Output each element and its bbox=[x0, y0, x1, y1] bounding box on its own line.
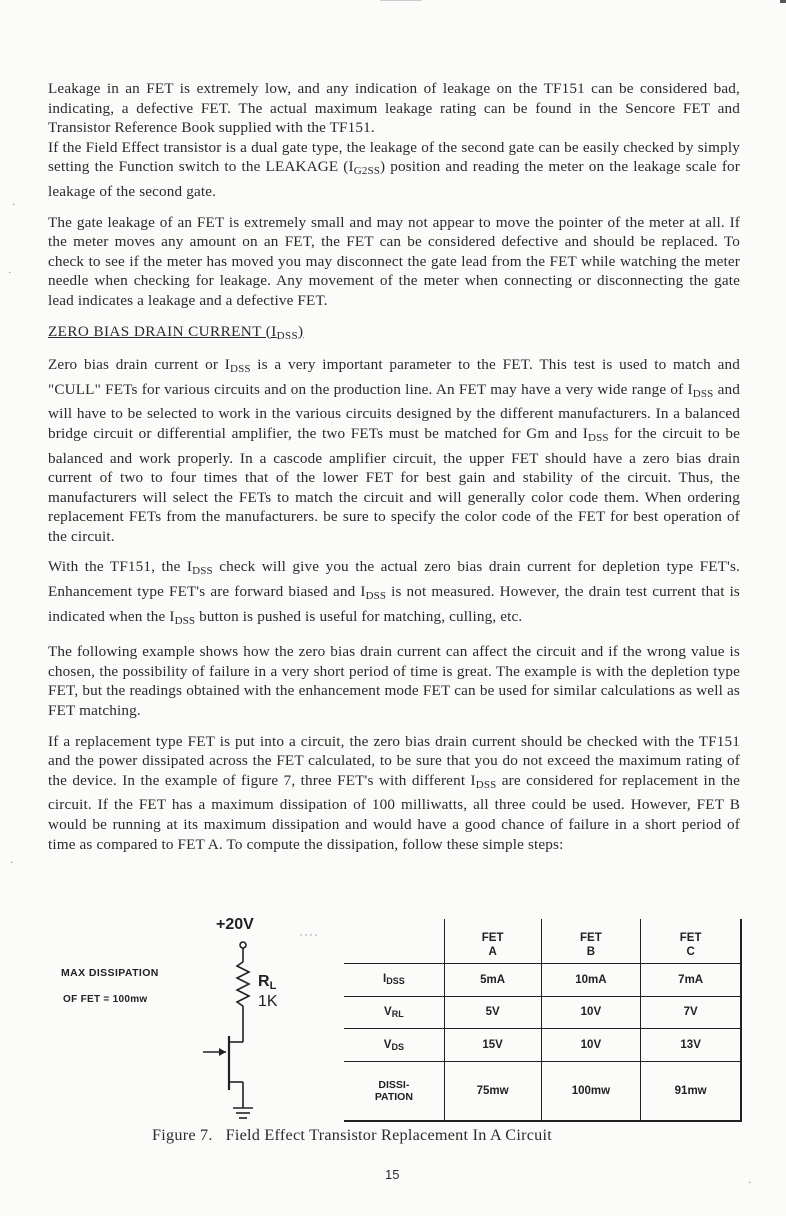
resistor-value: 1K bbox=[258, 993, 278, 1010]
table-row bbox=[344, 1029, 741, 1062]
table-header-cell: FET A bbox=[444, 919, 541, 964]
table-cell: 10mA bbox=[541, 964, 641, 997]
table-header-cell: FET B bbox=[541, 919, 641, 964]
table-cell: 5mA bbox=[444, 964, 541, 997]
table-cell: 91mw bbox=[641, 1061, 741, 1121]
paragraph: The following example shows how the zero bias drain current can affect the circuit and if the wrong value is chosen, the possibility of failure in a very short period of time is great. The example is with the depletion type FET, but the readings obtained with the enhancement mode FET can be used for similar calculations as well as FET matching. bbox=[48, 643, 740, 720]
paragraph: Zero bias drain current or $I_{DSS}$ is a very important parameter to the FET. This test is used to match and "CULL" FETs for various circuits and on the production line. An FET may have a very wide range of $I_{DSS}$ and will have to be selected to work in the various circuits designed by the different manufacturers. In a balanced bridge circuit or differential amplifier, the two FETs must be matched for Gm and $I_{DSS}$ for the circuit to be balanced and work properly. In a cascode amplifier circuit, the upper FET should have a zero bias drain current of two to four times that of the lower FET for best gain and stability of the circuit. Thus, the manufacturers will select the FETs to match the circuit and will generally color code them. When ordering replacement FETs from the manufacturers. be sure to specify the color code of the FET for best operation of the circuit. bbox=[48, 356, 740, 545]
table-cell: 5V bbox=[444, 996, 541, 1029]
table-cell: 15V bbox=[444, 1029, 541, 1062]
scan-speck: · bbox=[10, 858, 14, 869]
table-header-cell: FET C bbox=[641, 919, 741, 964]
paragraph: The gate leakage of an FET is extremely small and may not appear to move the pointer of the meter at all. If the meter moves any amount on an FET, the FET can be considered defective and should be replaced. To check to see if the meter has moved you may disconnect the gate lead from the FET while watching the meter needle when checking for leakage. Any movement of the meter when connecting or disconnecting the gate lead indicates a leakage and a defective FET. bbox=[48, 213, 740, 309]
table-row bbox=[344, 1061, 741, 1121]
fet-comparison-table bbox=[344, 919, 742, 1122]
row-label: IDSS bbox=[344, 964, 444, 997]
figure-caption: Figure 7. Field Effect Transistor Replacement In A Circuit bbox=[152, 1126, 553, 1144]
page-number: 15 bbox=[385, 1167, 400, 1182]
section-heading: ZERO BIAS DRAIN CURRENT $(I_{DSS})$ bbox=[48, 322, 304, 342]
table-cell: 100mw bbox=[541, 1061, 641, 1121]
scan-speck: · bbox=[12, 200, 16, 211]
supply-voltage-label: +20V bbox=[216, 916, 254, 933]
scan-speck: · bbox=[8, 268, 12, 279]
table-row bbox=[344, 996, 741, 1029]
table-cell: 10V bbox=[541, 1029, 641, 1062]
table-cell: 10V bbox=[541, 996, 641, 1029]
table-cell: 7V bbox=[641, 996, 741, 1029]
resistor-label: RL bbox=[258, 973, 277, 992]
row-label: VRL bbox=[344, 996, 444, 1029]
table-corner-cell bbox=[344, 919, 444, 964]
max-dissipation-label: MAX DISSIPATION bbox=[61, 967, 159, 979]
paragraph: If the Field Effect transistor is a dual gate type, the leakage of the second gate can be easily checked by simply setting the Function switch to the LEAKAGE $(I_{G2SS})$ position and reading the meter on the leakage scale for leakage of the second gate. bbox=[48, 138, 740, 200]
scan-speck: · bbox=[748, 1178, 752, 1189]
paragraph: Leakage in an FET is extremely low, and any indication of leakage on the TF151 can be considered bad, indicating, a defective FET. The actual maximum leakage rating can be found in the Sencore FET and Transistor Reference Book supplied with the TF151. bbox=[48, 80, 740, 137]
paragraph: If a replacement type FET is put into a circuit, the zero bias drain current should be checked with the TF151 and the power dissipated across the FET calculated, to be sure that you do not exceed the maximum rating of the device. In the example of figure 7, three FET's with different $I_{DSS}$ are considered for replacement in the circuit. If the FET has a maximum dissipation of 100 milliwatts, all three could be used. However, FET B would be running at its maximum dissipation and would have a good chance of failure in a short period of time as compared to FET A. To compute the dissipation, follow these simple steps: bbox=[48, 732, 740, 853]
table-row bbox=[344, 964, 741, 997]
table-cell: 75mw bbox=[444, 1061, 541, 1121]
table-cell: 13V bbox=[641, 1029, 741, 1062]
max-dissipation-value: OF FET = 100mw bbox=[63, 994, 148, 1005]
row-label: VDS bbox=[344, 1029, 444, 1062]
table-header-row bbox=[344, 919, 741, 964]
table-cell: 7mA bbox=[641, 964, 741, 997]
row-label: DISSI- PATION bbox=[344, 1061, 444, 1121]
paragraph: With the TF151, the $I_{DSS}$ check will give you the actual zero bias drain current for depletion type FET's. Enhancement type FET's are forward biased and $I_{DSS}$ is not measured. However, the drain test current that is indicated when the $I_{DSS}$ button is pushed is useful for matching, culling, etc. bbox=[48, 558, 740, 627]
